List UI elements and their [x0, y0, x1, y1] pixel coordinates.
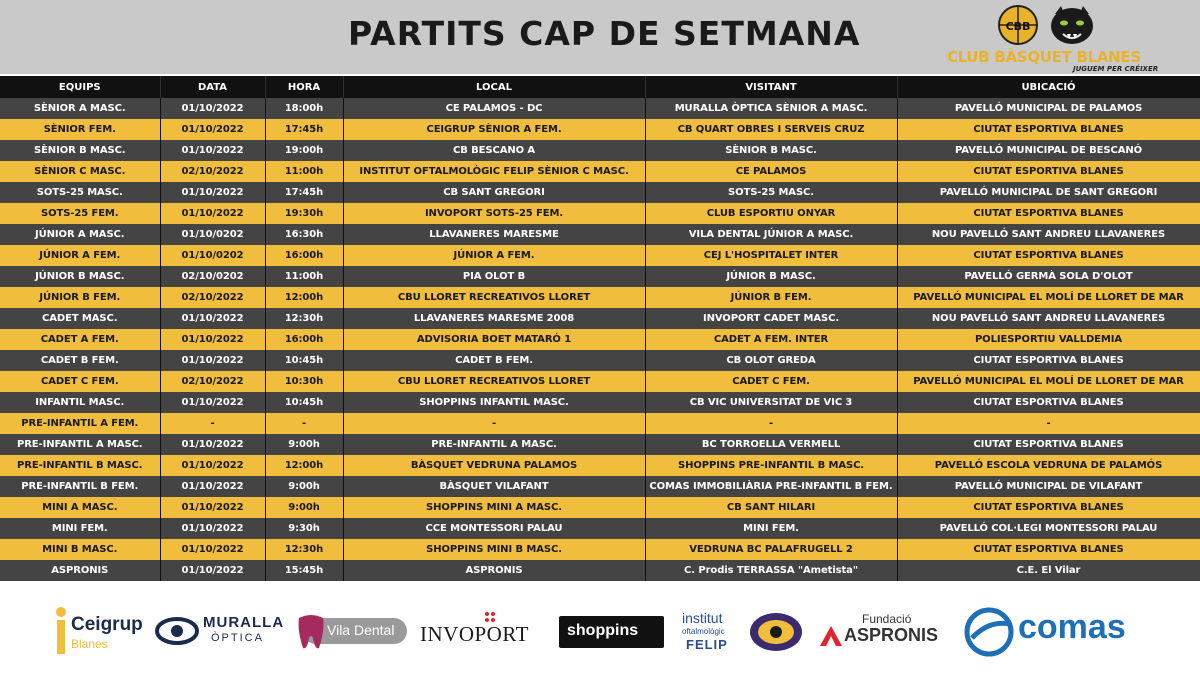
cell-data: 01/10/2022	[160, 476, 265, 497]
cell-hora: 12:30h	[265, 539, 343, 560]
schedule-body	[0, 98, 1200, 581]
table-header-row	[0, 76, 1200, 98]
cell-data: 01/10/2022	[160, 497, 265, 518]
cell-hora: 10:45h	[265, 392, 343, 413]
cell-data: 01/10/2022	[160, 539, 265, 560]
cell-equip: SÈNIOR FEM.	[0, 119, 160, 140]
table-row	[0, 182, 1200, 203]
cell-equip: CADET B FEM.	[0, 350, 160, 371]
table-row	[0, 455, 1200, 476]
cell-local: INSTITUT OFTALMOLÒGIC FELIP SÈNIOR C MASC.	[343, 161, 645, 182]
cell-local: LLAVANERES MARESME 2008	[343, 308, 645, 329]
table-row	[0, 287, 1200, 308]
cell-equip: SÈNIOR B MASC.	[0, 140, 160, 161]
table-row	[0, 560, 1200, 581]
invoport-name: INVOPORT	[420, 622, 529, 646]
sponsors-bar	[0, 588, 1200, 675]
cell-ubicacio: POLIESPORTIU VALLDEMIA	[897, 329, 1200, 350]
cell-equip: CADET C FEM.	[0, 371, 160, 392]
cell-data: 01/10/2022	[160, 518, 265, 539]
cell-equip: MINI B MASC.	[0, 539, 160, 560]
cell-ubicacio: PAVELLÓ MUNICIPAL DE VILAFANT	[897, 476, 1200, 497]
cell-ubicacio: PAVELLÓ GERMÀ SOLA D'OLOT	[897, 266, 1200, 287]
cell-equip: CADET MASC.	[0, 308, 160, 329]
ceigrup-name: Ceigrup	[71, 614, 143, 635]
cell-local: CB BESCANO A	[343, 140, 645, 161]
cell-data: 01/10/2022	[160, 329, 265, 350]
cell-equip: INFANTIL MASC.	[0, 392, 160, 413]
cell-hora: 16:30h	[265, 224, 343, 245]
felip-line1: institut	[682, 610, 723, 626]
sponsor-ceigrup	[55, 606, 145, 658]
cell-equip: JÚNIOR B FEM.	[0, 287, 160, 308]
cell-ubicacio: CIUTAT ESPORTIVA BLANES	[897, 497, 1200, 518]
cell-equip: PRE-INFANTIL A FEM.	[0, 413, 160, 434]
cell-local: ASPRONIS	[343, 560, 645, 581]
cell-hora: 9:00h	[265, 497, 343, 518]
cell-visitant: CADET A FEM. INTER	[645, 329, 897, 350]
page-title: PARTITS CAP DE SETMANA	[348, 14, 861, 53]
cell-local: SHOPPINS MINI A MASC.	[343, 497, 645, 518]
cell-equip: MINI A MASC.	[0, 497, 160, 518]
table-row	[0, 413, 1200, 434]
vila-dental-name: Vila Dental	[327, 622, 395, 638]
cell-visitant: COMAS IMMOBILIÀRIA PRE-INFANTIL B FEM.	[645, 476, 897, 497]
cell-local: ADVISORIA BOET MATARÓ 1	[343, 329, 645, 350]
cell-data: 02/10/2022	[160, 371, 265, 392]
cell-hora: 11:00h	[265, 161, 343, 182]
cell-hora: 9:00h	[265, 476, 343, 497]
muralla-eye-icon	[155, 614, 199, 648]
cell-visitant: JÚNIOR B MASC.	[645, 266, 897, 287]
cell-local: CCE MONTESSORI PALAU	[343, 518, 645, 539]
table-row	[0, 140, 1200, 161]
cell-local: CBU LLORET RECREATIVOS LLORET	[343, 371, 645, 392]
cell-ubicacio: CIUTAT ESPORTIVA BLANES	[897, 119, 1200, 140]
cell-visitant: VILA DENTAL JÚNIOR A MASC.	[645, 224, 897, 245]
cell-ubicacio: CIUTAT ESPORTIVA BLANES	[897, 539, 1200, 560]
table-row	[0, 203, 1200, 224]
aspronis-line1: Fundació	[862, 612, 912, 626]
cell-visitant: CB QUART OBRES I SERVEIS CRUZ	[645, 119, 897, 140]
sponsor-muralla-optica	[155, 610, 285, 654]
col-header-data: DATA	[160, 76, 265, 98]
cell-local: SHOPPINS INFANTIL MASC.	[343, 392, 645, 413]
cell-data: 01/10/2022	[160, 308, 265, 329]
cell-equip: PRE-INFANTIL B MASC.	[0, 455, 160, 476]
cell-equip: SOTS-25 MASC.	[0, 182, 160, 203]
cell-data: 01/10/2022	[160, 119, 265, 140]
cell-equip: JÚNIOR B MASC.	[0, 266, 160, 287]
cell-ubicacio: PAVELLÓ MUNICIPAL DE PALAMOS	[897, 98, 1200, 119]
cell-visitant: CB VIC UNIVERSITAT DE VIC 3	[645, 392, 897, 413]
cell-ubicacio: CIUTAT ESPORTIVA BLANES	[897, 203, 1200, 224]
cell-data: 01/10/2022	[160, 140, 265, 161]
aspronis-a-icon	[818, 624, 844, 648]
cell-local: BÀSQUET VEDRUNA PALAMOS	[343, 455, 645, 476]
cell-visitant: CADET C FEM.	[645, 371, 897, 392]
cell-equip: PRE-INFANTIL B FEM.	[0, 476, 160, 497]
cell-equip: PRE-INFANTIL A MASC.	[0, 434, 160, 455]
table-row	[0, 434, 1200, 455]
cell-visitant: CEJ L'HOSPITALET INTER	[645, 245, 897, 266]
col-header-ubicacio: UBICACIÓ	[897, 76, 1200, 98]
comas-globe-icon	[962, 606, 1016, 658]
col-header-hora: HORA	[265, 76, 343, 98]
cell-hora: 12:00h	[265, 287, 343, 308]
table-row	[0, 518, 1200, 539]
sponsor-institut-felip	[678, 608, 808, 658]
shoppins-name: shoppins	[567, 622, 639, 639]
cell-data: 01/10/2022	[160, 203, 265, 224]
cell-ubicacio: NOU PAVELLÓ SANT ANDREU LLAVANERES	[897, 308, 1200, 329]
cell-local: PIA OLOT B	[343, 266, 645, 287]
cell-local: CB SANT GREGORI	[343, 182, 645, 203]
table-row	[0, 371, 1200, 392]
cell-visitant: SHOPPINS PRE-INFANTIL B MASC.	[645, 455, 897, 476]
cell-data: 01/10/2022	[160, 182, 265, 203]
cell-visitant: C. Prodis TERRASSA "Ametista"	[645, 560, 897, 581]
cell-visitant: CE PALAMOS	[645, 161, 897, 182]
cell-ubicacio: CIUTAT ESPORTIVA BLANES	[897, 392, 1200, 413]
col-header-local: LOCAL	[343, 76, 645, 98]
cell-local: INVOPORT SOTS-25 FEM.	[343, 203, 645, 224]
cell-ubicacio: PAVELLÓ MUNICIPAL EL MOLÍ DE LLORET DE MAR	[897, 371, 1200, 392]
cell-data: 01/10/2022	[160, 455, 265, 476]
cell-ubicacio: PAVELLÓ ESCOLA VEDRUNA DE PALAMÓS	[897, 455, 1200, 476]
table-row	[0, 392, 1200, 413]
cell-visitant: SOTS-25 MASC.	[645, 182, 897, 203]
club-name: CLUB BÀSQUET BLANES	[947, 48, 1141, 66]
cell-hora: 17:45h	[265, 182, 343, 203]
cell-data: 02/10/0202	[160, 266, 265, 287]
cell-hora: 12:00h	[265, 455, 343, 476]
table-row	[0, 161, 1200, 182]
cell-data: 01/10/2022	[160, 98, 265, 119]
cell-hora: 16:00h	[265, 329, 343, 350]
table-row	[0, 497, 1200, 518]
ceigrup-sub: Blanes	[71, 637, 108, 651]
club-crest-icon	[997, 4, 1039, 46]
cell-local: -	[343, 413, 645, 434]
cell-ubicacio: CIUTAT ESPORTIVA BLANES	[897, 161, 1200, 182]
cell-visitant: VEDRUNA BC PALAFRUGELL 2	[645, 539, 897, 560]
cell-visitant: MURALLA ÒPTICA SÈNIOR A MASC.	[645, 98, 897, 119]
club-logo	[945, 2, 1195, 74]
table-row	[0, 266, 1200, 287]
cell-ubicacio: PAVELLÓ MUNICIPAL DE SANT GREGORI	[897, 182, 1200, 203]
cell-local: CBU LLORET RECREATIVOS LLORET	[343, 287, 645, 308]
felip-line3: FELIP	[686, 637, 728, 652]
svg-text:CBB: CBB	[1005, 20, 1031, 33]
cell-data: 01/10/0202	[160, 245, 265, 266]
cell-hora: 18:00h	[265, 98, 343, 119]
cell-local: CE PALAMOS - DC	[343, 98, 645, 119]
muralla-sub: ÒPTICA	[211, 632, 264, 644]
table-row	[0, 308, 1200, 329]
cell-ubicacio: C.E. El Vilar	[897, 560, 1200, 581]
table-row	[0, 98, 1200, 119]
cell-visitant: CLUB ESPORTIU ONYAR	[645, 203, 897, 224]
cell-hora: 11:00h	[265, 266, 343, 287]
cell-data: 02/10/2022	[160, 161, 265, 182]
cell-equip: MINI FEM.	[0, 518, 160, 539]
sponsor-comas	[962, 602, 1152, 662]
cell-equip: CADET A FEM.	[0, 329, 160, 350]
cell-data: 01/10/0202	[160, 224, 265, 245]
felip-emblem-icon	[748, 610, 804, 654]
cell-data: 01/10/2022	[160, 560, 265, 581]
cell-equip: SÈNIOR A MASC.	[0, 98, 160, 119]
cell-hora: 10:45h	[265, 350, 343, 371]
cell-hora: 16:00h	[265, 245, 343, 266]
cell-hora: 15:45h	[265, 560, 343, 581]
cell-hora: 17:45h	[265, 119, 343, 140]
table-row	[0, 350, 1200, 371]
cell-ubicacio: PAVELLÓ MUNICIPAL DE BESCANÓ	[897, 140, 1200, 161]
table-row	[0, 476, 1200, 497]
table-row	[0, 245, 1200, 266]
cell-data: -	[160, 413, 265, 434]
sponsor-shoppins	[559, 616, 664, 648]
table-row	[0, 119, 1200, 140]
cell-equip: JÚNIOR A FEM.	[0, 245, 160, 266]
cell-hora: 19:30h	[265, 203, 343, 224]
cell-visitant: BC TORROELLA VERMELL	[645, 434, 897, 455]
aspronis-line2: ASPRONIS	[844, 625, 939, 645]
cell-visitant: SÈNIOR B MASC.	[645, 140, 897, 161]
club-slogan: JUGUEM PER CRÉIXER	[1073, 65, 1159, 73]
sponsor-vila-dental	[295, 612, 410, 652]
sponsor-aspronis	[818, 612, 953, 652]
cell-visitant: MINI FEM.	[645, 518, 897, 539]
cell-local: CEIGRUP SÈNIOR A FEM.	[343, 119, 645, 140]
tooth-icon	[295, 612, 327, 652]
cell-equip: ASPRONIS	[0, 560, 160, 581]
cell-ubicacio: CIUTAT ESPORTIVA BLANES	[897, 350, 1200, 371]
cell-ubicacio: -	[897, 413, 1200, 434]
cell-equip: SOTS-25 FEM.	[0, 203, 160, 224]
cell-hora: 12:30h	[265, 308, 343, 329]
cell-local: PRE-INFANTIL A MASC.	[343, 434, 645, 455]
cell-local: LLAVANERES MARESME	[343, 224, 645, 245]
cell-visitant: JÚNIOR B FEM.	[645, 287, 897, 308]
cell-data: 01/10/2022	[160, 434, 265, 455]
cell-data: 01/10/2022	[160, 392, 265, 413]
table-row	[0, 539, 1200, 560]
cell-hora: -	[265, 413, 343, 434]
table-row	[0, 329, 1200, 350]
cell-data: 02/10/2022	[160, 287, 265, 308]
cell-local: BÀSQUET VILAFANT	[343, 476, 645, 497]
sponsor-invoport	[420, 610, 548, 654]
header-bar	[0, 0, 1200, 74]
cell-visitant: -	[645, 413, 897, 434]
col-header-equips: EQUIPS	[0, 76, 160, 98]
cell-ubicacio: CIUTAT ESPORTIVA BLANES	[897, 245, 1200, 266]
schedule-table	[0, 76, 1200, 581]
table-row	[0, 224, 1200, 245]
cell-equip: SÈNIOR C MASC.	[0, 161, 160, 182]
cell-visitant: CB SANT HILARI	[645, 497, 897, 518]
col-header-visitant: VISITANT	[645, 76, 897, 98]
cell-hora: 9:30h	[265, 518, 343, 539]
cell-visitant: CB OLOT GREDA	[645, 350, 897, 371]
cell-local: JÚNIOR A FEM.	[343, 245, 645, 266]
panther-icon	[1047, 4, 1097, 46]
cell-data: 01/10/2022	[160, 350, 265, 371]
cell-local: SHOPPINS MINI B MASC.	[343, 539, 645, 560]
cell-ubicacio: NOU PAVELLÓ SANT ANDREU LLAVANERES	[897, 224, 1200, 245]
cell-equip: JÚNIOR A MASC.	[0, 224, 160, 245]
cell-hora: 10:30h	[265, 371, 343, 392]
cell-ubicacio: PAVELLÓ MUNICIPAL EL MOLÍ DE LLORET DE MAR	[897, 287, 1200, 308]
ceigrup-i-icon	[55, 606, 69, 656]
cell-hora: 19:00h	[265, 140, 343, 161]
muralla-name: MURALLA	[203, 614, 285, 631]
comas-name: comas	[1018, 608, 1126, 646]
cell-local: CADET B FEM.	[343, 350, 645, 371]
cell-visitant: INVOPORT CADET MASC.	[645, 308, 897, 329]
felip-line2: oftalmològic	[682, 627, 725, 636]
cell-ubicacio: CIUTAT ESPORTIVA BLANES	[897, 434, 1200, 455]
cell-ubicacio: PAVELLÓ COL·LEGI MONTESSORI PALAU	[897, 518, 1200, 539]
cell-hora: 9:00h	[265, 434, 343, 455]
